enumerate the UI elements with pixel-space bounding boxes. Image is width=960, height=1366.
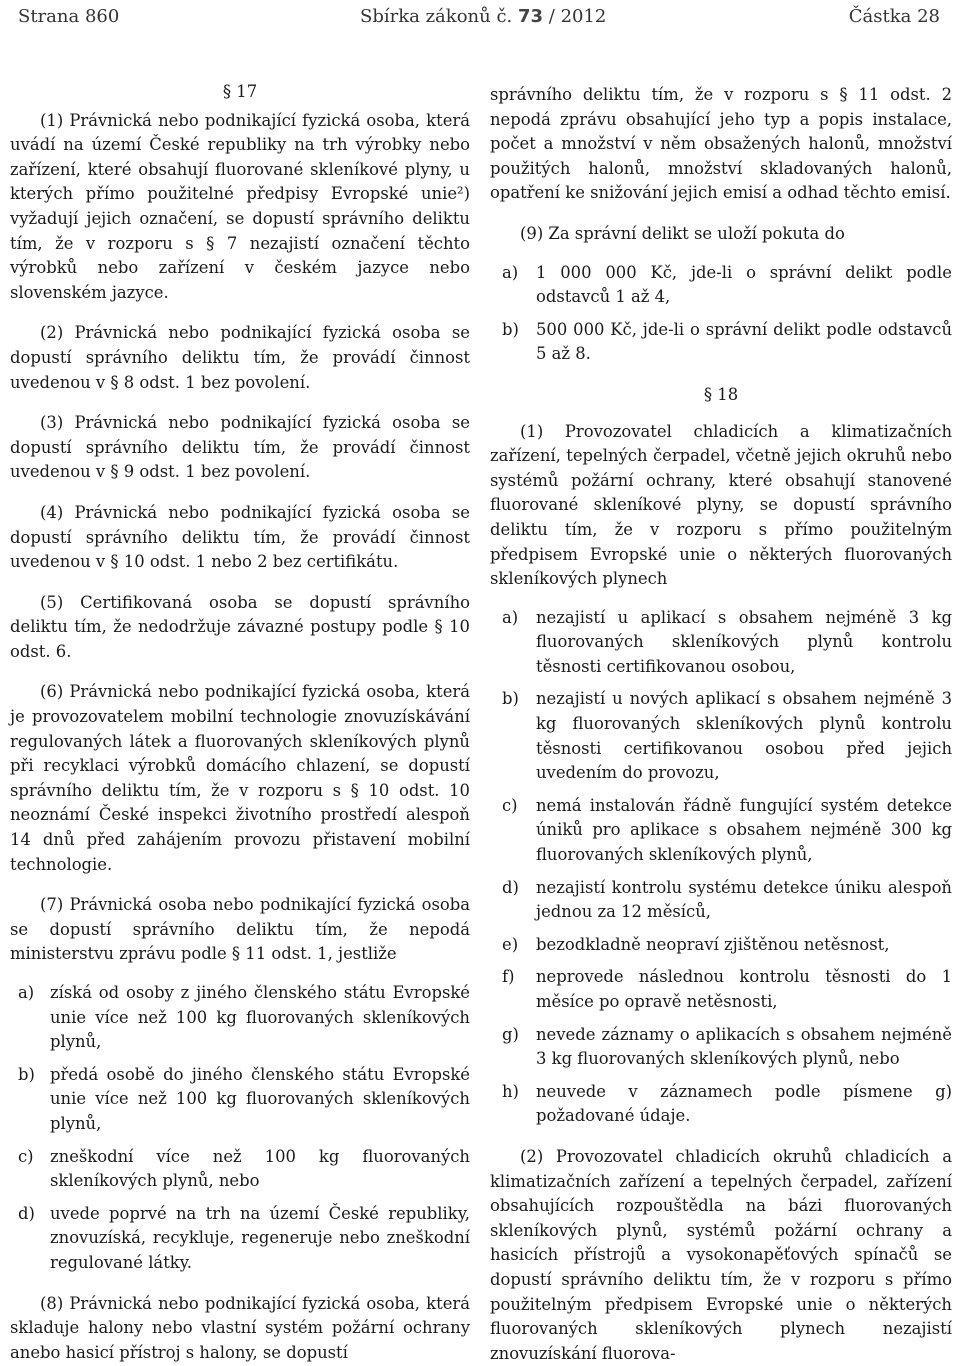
right-column: [490, 83, 952, 1366]
collection-title: [360, 6, 606, 27]
left-column: [10, 80, 470, 1365]
list-item: d) nezajistí kontrolu systému detekce úniku alespoň jednou za 12 měsíců,: [502, 877, 952, 922]
list-item: g) nevede záznamy o aplikacích s obsahem nejméně 3 kg fluorovaných skleníkových plynů, nebo: [502, 1024, 952, 1069]
paragraph-17-4: (4) Právnická nebo podnikající fyzická osoba se dopustí správního deliktu tím, že provádí činnost uvedenou v § 10 odst. 1 nebo 2 bez certifikátu.: [10, 502, 470, 572]
collection-number: 73: [517, 6, 544, 27]
page-header: [0, 0, 960, 32]
paragraph-17-6: (6) Právnická nebo podnikající fyzická osoba, která je provozovatelem mobilní technologie znovuzískávání regulovaných látek a fluorovaných skleníkových plynů při recyklaci výrobků domácího chlazení, se dopustí správního deliktu tím, že v rozporu s § 10 odst. 10 neoznámí České inspekci životního prostředí alespoň 14 dnů před zahájením provozu přistavení mobilní technologie.: [10, 682, 470, 874]
paragraph-17-3: (3) Právnická nebo podnikající fyzická osoba se dopustí správního deliktu tím, že provádí činnost uvedenou v § 9 odst. 1 bez povolení.: [10, 413, 470, 482]
list-item: b) předá osobě do jiného členského státu Evropské unie více než 100 kg fluorovaných skleníkových plynů,: [18, 1064, 470, 1133]
paragraph-17-9: (9) Za správní delikt se uloží pokuta do: [520, 223, 845, 243]
list-item: c) nemá instalován řádně fungující systém detekce úniků pro aplikace s obsahem nejméně 300 kg fluorovaných skleníkových plynů,: [502, 795, 952, 865]
paragraph-17-7: (7) Právnická osoba nebo podnikající fyzická osoba se dopustí správního deliktu tím, že nepodá ministerstvu zprávu podle § 11 odst. 1, jestliže: [10, 895, 470, 964]
paragraph-17-8: (8) Právnická nebo podnikající fyzická osoba, která skladuje halony nebo vlastní systém požární ochrany anebo hasicí přístroj s halony, se dopustí: [10, 1293, 470, 1362]
section-17-heading: § 17: [222, 82, 258, 101]
list-item: b) 500 000 Kč, jde-li o správní delikt podle odstavců 5 až 8.: [502, 319, 952, 364]
paragraph-18-1: (1) Provozovatel chladicích a klimatizačních zařízení, tepelných čerpadel, včetně jejich okruhů nebo systémů požární ochrany, které obsahují stanovené fluorované skleníkové plyny, se dopustí správního deliktu tím, že v rozporu s přímo použitelným předpisem Evropské unie o některých fluorovaných skleníkových plynech: [490, 421, 952, 589]
collection-year: / 2012: [548, 6, 607, 27]
section-18-heading: § 18: [703, 384, 739, 404]
paragraph-17-1: (1) Právnická nebo podnikající fyzická osoba, která uvádí na území České republiky na trh výrobky nebo zařízení, které obsahují fluorované skleníkové plyny, u kterých přímo použitelné předpisy Evropské unie²) vyžadují jejich označení, se dopustí správního deliktu tím, že v rozporu s § 7 nezajistí označení těchto výrobků nebo zařízení v českém jazyce nebo slovenském jazyce.: [10, 110, 470, 302]
paragraph-17-8-continued: správního deliktu tím, že v rozporu s § 11 odst. 2 nepodá zprávu obsahující jeho typ a popis instalace, počet a množství v něm obsažených halonů, množství použitých halonů, množství skladovaných halonů, opatření ke snižování jejich emisí a odhad těchto emisí.: [490, 85, 952, 203]
part-number: Částka 28: [848, 6, 940, 27]
list-item: d) uvede poprvé na trh na území České republiky, znovuzíská, recykluje, regeneruje nebo zneškodní regulované látky.: [18, 1203, 470, 1272]
paragraph-17-5: (5) Certifikovaná osoba se dopustí správního deliktu tím, že nedodržuje závazné postupy podle § 10 odst. 6.: [10, 592, 470, 661]
list-item: c) zneškodní více než 100 kg fluorovaných skleníkových plynů, nebo: [18, 1146, 470, 1191]
collection-name: Sbírka zákonů č.: [360, 6, 513, 27]
list-item: a) získá od osoby z jiného členského státu Evropské unie více než 100 kg fluorovaných skleníkových plynů,: [18, 983, 470, 1052]
list-item: a) nezajistí u aplikací s obsahem nejméně 3 kg fluorovaných skleníkových plynů kontrolu těsnosti certifikovanou osobou,: [502, 607, 952, 676]
list-item: h) neuvede v záznamech podle písmene g) požadované údaje.: [502, 1081, 952, 1126]
list-item: f) neprovede následnou kontrolu těsnosti do 1 měsíce po opravě netěsnosti,: [502, 967, 952, 1011]
list-item: e) bezodkladně neopraví zjištěnou netěsnost,: [502, 934, 890, 954]
paragraph-17-2: (2) Právnická nebo podnikající fyzická osoba se dopustí správního deliktu tím, že provádí činnost uvedenou v § 8 odst. 1 bez povolení.: [10, 323, 470, 392]
list-item: a) 1 000 000 Kč, jde-li o správní delikt podle odstavců 1 až 4,: [502, 262, 952, 307]
paragraph-18-2: (2) Provozovatel chladicích okruhů chladicích a klimatizačních zařízení a tepelných čerpadel, zařízení obsahujících rozpouštědla na bázi fluorovaných skleníkových plynů, systémů požární ochrany a hasicích přístrojů a vysokonapěťových spínačů se dopustí správního deliktu tím, že v rozporu s přímo použitelným předpisem Evropské unie o některých fluorovaných skleníkových plynech nezajistí znovuzískání fluorova-: [490, 1146, 952, 1363]
list-item: b) nezajistí u nových aplikací s obsahem nejméně 3 kg fluorovaných skleníkových plynů kontrolu těsnosti certifikovanou osobou před jejich uvedením do provozu,: [502, 689, 952, 783]
page-number: Strana 860: [18, 6, 120, 27]
